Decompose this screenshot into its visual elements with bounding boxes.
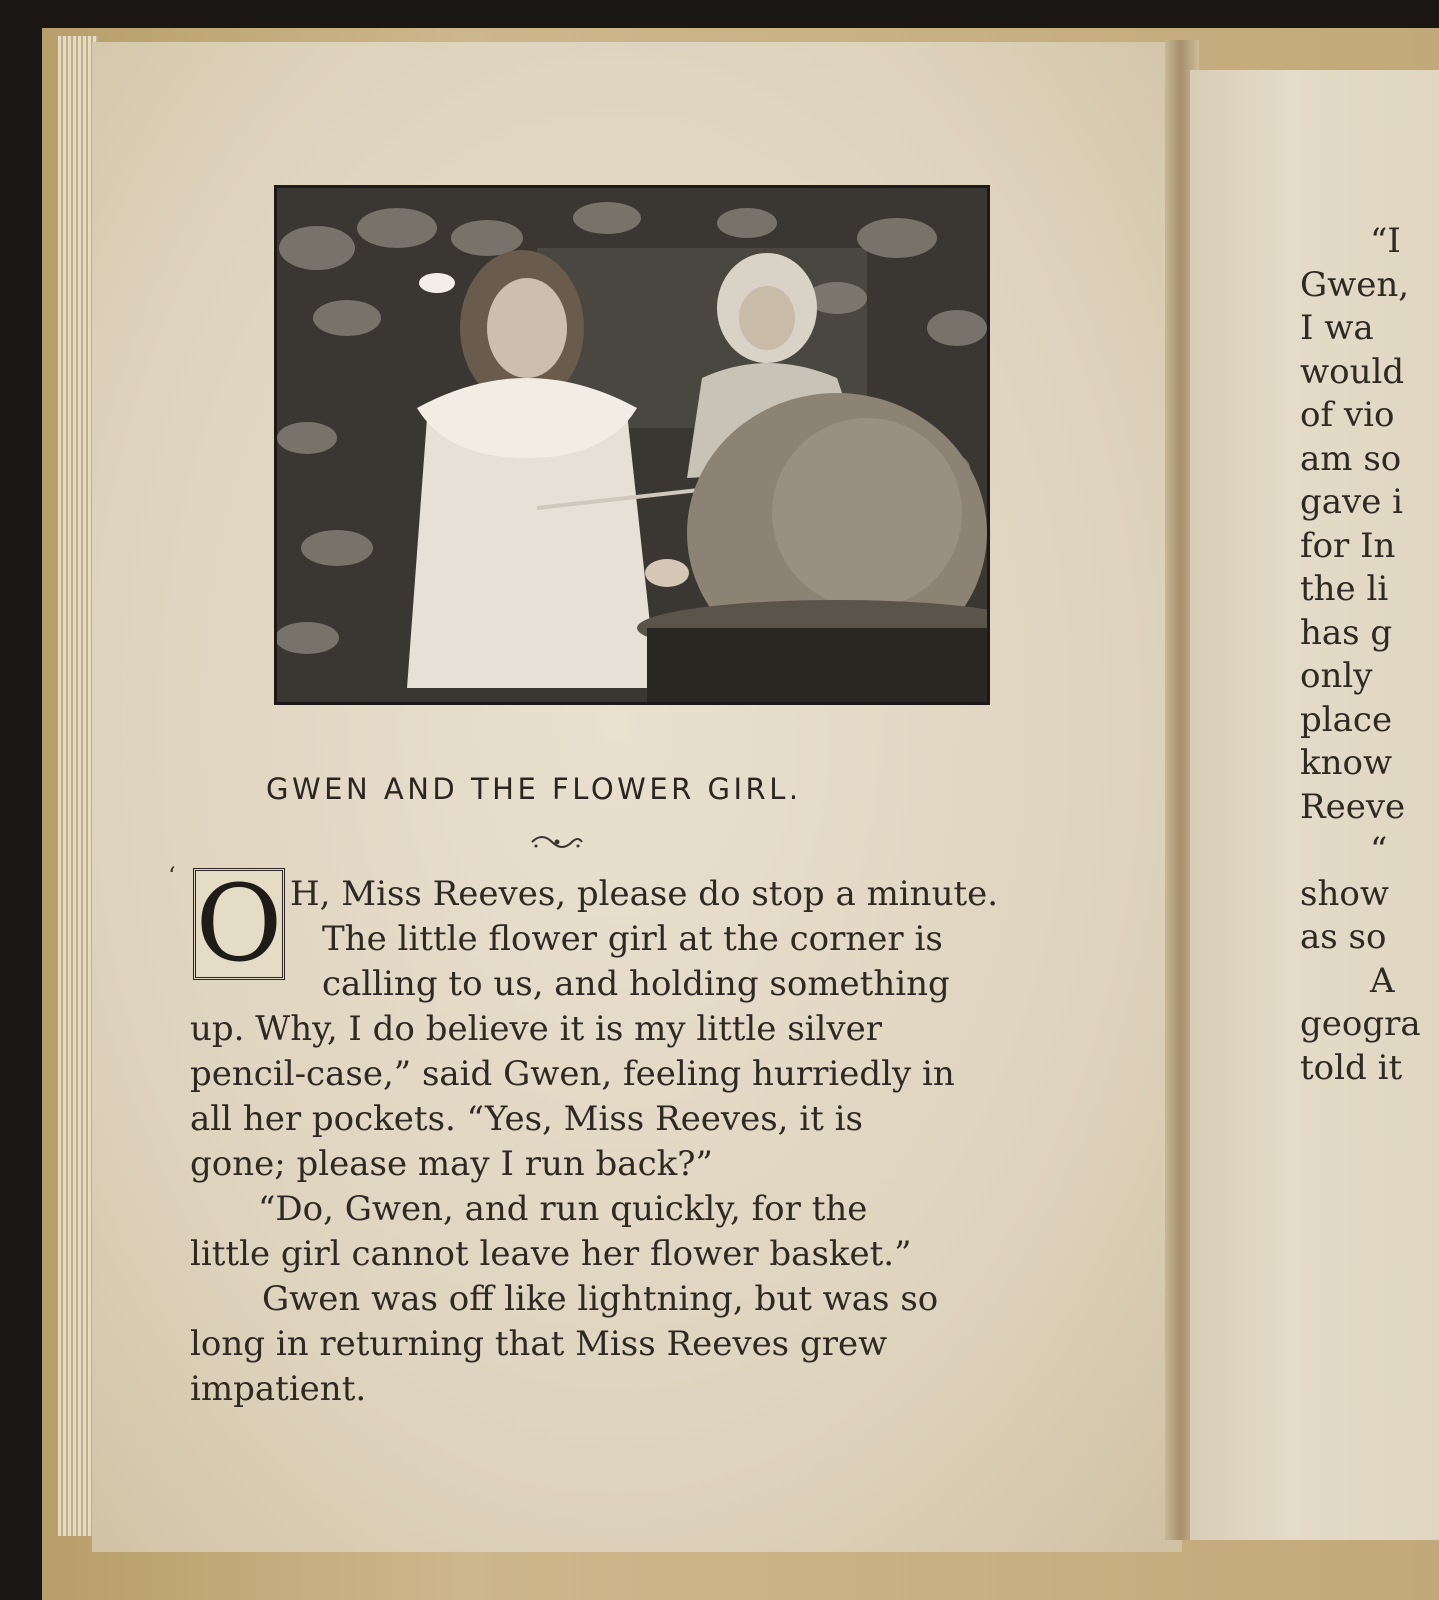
body-line: gone; please may I run back?” <box>190 1144 713 1184</box>
body-text <box>190 872 1070 1412</box>
right-line: Reeve <box>1300 786 1406 827</box>
body-line: little girl cannot leave her flower basket.” <box>190 1234 912 1274</box>
right-line: would <box>1300 351 1405 392</box>
body-line: Gwen was off like lightning, but was so <box>262 1279 939 1319</box>
right-line: has g <box>1300 612 1393 653</box>
right-line: only <box>1300 656 1373 696</box>
body-line: all her pockets. “Yes, Miss Reeves, it is <box>190 1099 863 1139</box>
body-line: calling to us, and holding something <box>322 964 950 1004</box>
right-line: gave i <box>1300 482 1404 522</box>
right-line: “I <box>1370 221 1401 261</box>
opening-quote: ‘ <box>168 862 176 890</box>
right-line: show <box>1300 873 1389 914</box>
right-page-text <box>1300 220 1421 1090</box>
drop-cap-letter: O <box>193 868 285 980</box>
right-line: of vio <box>1300 395 1395 435</box>
right-line: for In <box>1300 525 1396 566</box>
right-line: am so <box>1300 438 1402 479</box>
body-line: long in returning that Miss Reeves grew <box>190 1324 888 1364</box>
right-line: A <box>1370 960 1395 1001</box>
photo-girl-doll-globe <box>274 185 990 705</box>
flourish-ornament-icon <box>528 832 586 852</box>
body-line: “Do, Gwen, and run quickly, for the <box>258 1189 868 1229</box>
body-line: impatient. <box>190 1369 367 1409</box>
right-line: told it <box>1300 1047 1403 1088</box>
right-line: place <box>1300 699 1393 740</box>
body-line: up. Why, I do believe it is my little silver <box>190 1009 882 1049</box>
body-line: H, Miss Reeves, please do stop a minute. <box>290 874 999 914</box>
body-line: pencil-case,” said Gwen, feeling hurriedly in <box>190 1054 955 1094</box>
body-line: The little flower girl at the corner is <box>322 919 943 959</box>
right-line: geogra <box>1300 1004 1421 1044</box>
right-line: I wa <box>1300 308 1374 348</box>
right-line: Gwen, <box>1300 264 1410 305</box>
right-line: as so <box>1300 917 1387 957</box>
right-line: the li <box>1300 569 1389 609</box>
right-line: “ <box>1370 830 1388 870</box>
chapter-title: GWEN AND THE FLOWER GIRL. <box>266 772 802 806</box>
right-line: know <box>1300 743 1393 783</box>
